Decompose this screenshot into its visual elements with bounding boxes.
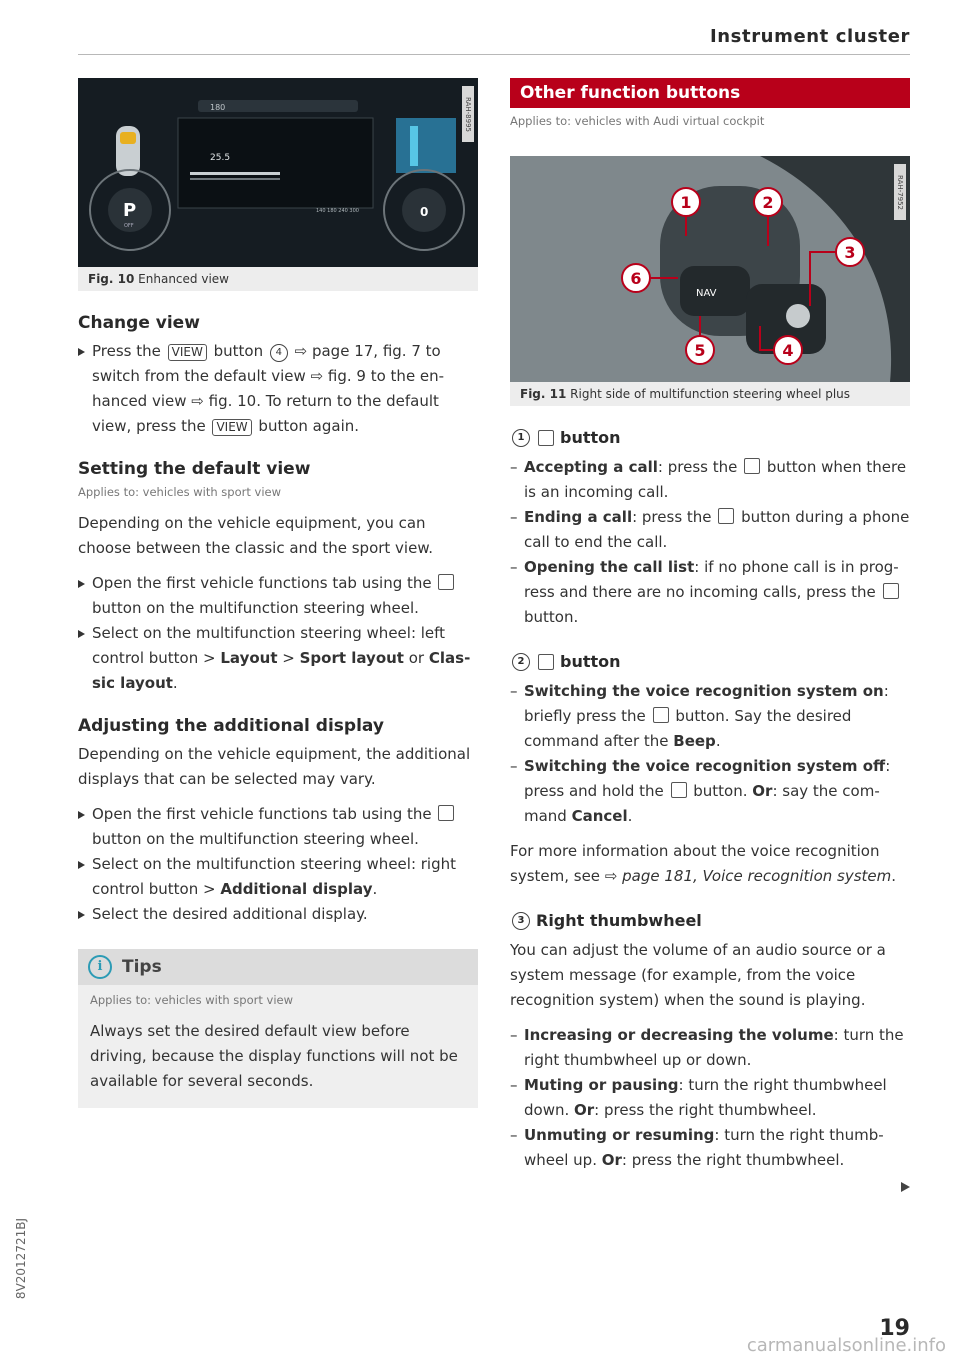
text: Open the first vehicle functions tab using the bbox=[92, 805, 437, 823]
heading-thumbwheel bbox=[510, 911, 910, 930]
text-with-ref-link[interactable]: ⇨ page 17, fig. 7 to switch from the default view ⇨ fig. 9 to the enhanced view ⇨ fig. 10. To return to the default view, press the bbox=[92, 342, 445, 435]
text: button. Say the desired command after the bbox=[524, 707, 852, 750]
tips-header bbox=[78, 949, 478, 985]
watermark: carmanualsonline.info bbox=[746, 1335, 946, 1356]
gear-indicator: P bbox=[123, 200, 137, 221]
item-voice-off bbox=[510, 754, 910, 829]
text: : turn the right thumbwheel down. bbox=[524, 1076, 887, 1119]
text-bold: Increasing or decreasing the volume bbox=[524, 1026, 834, 1044]
callout-1: 1 bbox=[680, 193, 692, 212]
heading-text: button bbox=[560, 428, 621, 447]
text-bold: Or bbox=[752, 782, 773, 800]
page-header-title: Instrument cluster bbox=[709, 26, 910, 47]
center-value: 25.5 bbox=[210, 153, 231, 163]
figure-enhanced-view bbox=[78, 78, 478, 267]
text: For more information about the voice recognition system, see bbox=[510, 842, 880, 885]
continue-arrow-icon bbox=[901, 1182, 910, 1192]
text-bold: Accepting a call bbox=[524, 458, 658, 476]
text: button when there is an incoming call. bbox=[524, 458, 907, 501]
text: button. bbox=[688, 782, 753, 800]
page-number: 19 bbox=[879, 1316, 910, 1341]
bullet-open-tab bbox=[78, 802, 478, 852]
text: . bbox=[891, 867, 897, 885]
item-accepting-call bbox=[510, 455, 910, 505]
document-code: 8V2012721BJ bbox=[14, 1218, 28, 1300]
text: : say the command bbox=[524, 782, 880, 825]
bullet-select-layout bbox=[78, 621, 478, 696]
voice-button-icon bbox=[538, 654, 554, 670]
callout-2: 2 bbox=[762, 193, 774, 212]
info-icon: i bbox=[88, 955, 112, 979]
figure-id-label: RAH-8995 bbox=[462, 86, 474, 142]
text-bold: Layout bbox=[220, 649, 278, 667]
callout-3: 3 bbox=[844, 243, 856, 262]
applies-to: Applies to: vehicles with sport view bbox=[78, 485, 282, 499]
applies-to: Applies to: vehicles with Audi virtual cockpit bbox=[510, 114, 765, 128]
text: > bbox=[277, 649, 300, 667]
text-bold: Classic layout bbox=[92, 649, 471, 692]
callout-5: 5 bbox=[694, 341, 706, 360]
figure-id-label: RAH-7952 bbox=[894, 164, 906, 220]
paragraph: Depending on the vehicle equipment, the additional displays that can be selected may vary. bbox=[78, 745, 471, 788]
figure-caption-text: Right side of multifunction steering wheel plus bbox=[570, 387, 851, 401]
text: . bbox=[627, 807, 633, 825]
item-unmuting bbox=[510, 1123, 910, 1173]
tab-switch-key-icon bbox=[438, 574, 454, 590]
view-key: VIEW bbox=[212, 419, 251, 436]
paragraph-voice-info bbox=[510, 839, 910, 889]
text: button. bbox=[524, 608, 579, 626]
figure-caption bbox=[510, 382, 910, 406]
tab-switch-key-icon bbox=[438, 805, 454, 821]
callout-1: 1 bbox=[512, 429, 530, 447]
figure-number: Fig. 10 bbox=[88, 272, 135, 286]
tips-body bbox=[78, 985, 478, 1108]
text: Open the first vehicle functions tab using the bbox=[92, 574, 437, 592]
gear-sub: OFF bbox=[124, 223, 134, 229]
right-column bbox=[510, 78, 910, 1173]
item-call-list bbox=[510, 555, 910, 630]
bullet-change-view bbox=[78, 339, 478, 439]
callout-4: 4 bbox=[782, 341, 794, 360]
callout-4: 4 bbox=[270, 344, 288, 362]
view-key: VIEW bbox=[168, 344, 207, 361]
figure-number: Fig. 11 bbox=[520, 387, 567, 401]
text-bold: Additional display bbox=[220, 880, 373, 898]
bullet-select-additional bbox=[78, 852, 478, 902]
voice-button-icon bbox=[653, 707, 669, 723]
text: : press the bbox=[657, 458, 743, 476]
item-volume bbox=[510, 1023, 910, 1073]
heading-additional-display: Adjusting the additional display bbox=[78, 716, 384, 736]
tips-text: Always set the desired default view before driving, because the display functions will not be available for several seconds. bbox=[90, 1022, 458, 1090]
paragraph: You can adjust the volume of an audio source or a system message (for example, from the voice recognition system) when the sound is playing. bbox=[510, 941, 886, 1009]
text-bold: Beep bbox=[673, 732, 716, 750]
callout-3: 3 bbox=[512, 912, 530, 930]
heading-text: button bbox=[560, 652, 621, 671]
text: . bbox=[715, 732, 721, 750]
text-bold: Ending a call bbox=[524, 508, 633, 526]
bullet-select-desired: Select the desired additional display. bbox=[78, 902, 478, 927]
text: Select on the multifunction steering wheel: right control button > bbox=[92, 855, 457, 898]
text: : briefly press the bbox=[524, 682, 889, 725]
nav-label: NAV bbox=[696, 288, 717, 299]
text-bold: Cancel bbox=[571, 807, 628, 825]
text: button bbox=[208, 342, 268, 360]
callout-2: 2 bbox=[512, 653, 530, 671]
item-ending-call bbox=[510, 505, 910, 555]
text-bold: Or bbox=[601, 1151, 622, 1169]
item-muting bbox=[510, 1073, 910, 1123]
text-bold: Or bbox=[574, 1101, 595, 1119]
phone-button-icon bbox=[883, 583, 899, 599]
cluster-illustration bbox=[78, 78, 478, 267]
speed-scale: 140 180 240 300 bbox=[316, 208, 359, 214]
callout-6: 6 bbox=[630, 269, 642, 288]
heading-default-view: Setting the default view bbox=[78, 459, 311, 479]
voice-button-icon bbox=[671, 782, 687, 798]
heading-voice-button bbox=[510, 652, 910, 671]
text-bold: Unmuting or resuming bbox=[524, 1126, 715, 1144]
steering-wheel-illustration bbox=[510, 156, 910, 382]
header-divider bbox=[78, 54, 910, 55]
figure-caption-text: Enhanced view bbox=[138, 272, 229, 286]
applies-to: Applies to: vehicles with sport view bbox=[90, 993, 294, 1007]
page-reference-link[interactable]: ⇨ page 181, Voice recognition system bbox=[604, 867, 892, 885]
text: : turn the right thumbwheel up. bbox=[524, 1126, 884, 1169]
right-gauge-value: 0 bbox=[420, 205, 429, 219]
phone-button-icon bbox=[538, 430, 554, 446]
text: . bbox=[172, 674, 178, 692]
text-bold: Opening the call list bbox=[524, 558, 695, 576]
heading-phone-button bbox=[510, 428, 910, 447]
item-voice-on bbox=[510, 679, 910, 754]
text: : press the right thumbwheel. bbox=[621, 1151, 845, 1169]
text: . bbox=[372, 880, 378, 898]
top-value: 180 bbox=[210, 103, 226, 112]
figure-steering-wheel bbox=[510, 156, 910, 382]
text: button again. bbox=[253, 417, 360, 435]
text-bold: Sport layout bbox=[299, 649, 404, 667]
text: : turn the right thumbwheel up or down. bbox=[524, 1026, 904, 1069]
text-bold: Switching the voice recognition system on bbox=[524, 682, 884, 700]
text: or bbox=[403, 649, 429, 667]
text: : if no phone call is in progress and there are no incoming calls, press the bbox=[524, 558, 899, 601]
text: : press the right thumbwheel. bbox=[594, 1101, 817, 1119]
text: button during a phone call to end the call. bbox=[524, 508, 910, 551]
phone-button-icon bbox=[718, 508, 734, 524]
paragraph: Depending on the vehicle equipment, you can choose between the classic and the sport view. bbox=[78, 514, 433, 557]
text-bold: Muting or pausing bbox=[524, 1076, 679, 1094]
figure-caption bbox=[78, 267, 478, 291]
text: : press the bbox=[632, 508, 717, 526]
text-bold: Switching the voice recognition system off bbox=[524, 757, 886, 775]
tips-title: Tips bbox=[122, 957, 162, 977]
text: button on the multifunction steering wheel. bbox=[92, 599, 419, 617]
text: : press and hold the bbox=[524, 757, 891, 800]
text: button on the multifunction steering wheel. bbox=[92, 830, 419, 848]
text: Select on the multifunction steering wheel: left control button > bbox=[92, 624, 446, 667]
tips-box bbox=[78, 949, 478, 1108]
phone-button-icon bbox=[744, 458, 760, 474]
heading-change-view: Change view bbox=[78, 313, 200, 333]
left-column bbox=[78, 78, 478, 1108]
heading-text: Right thumbwheel bbox=[536, 911, 702, 930]
section-title-bar: Other function buttons bbox=[510, 78, 910, 108]
text: Press the bbox=[92, 342, 166, 360]
bullet-open-tab bbox=[78, 571, 478, 621]
